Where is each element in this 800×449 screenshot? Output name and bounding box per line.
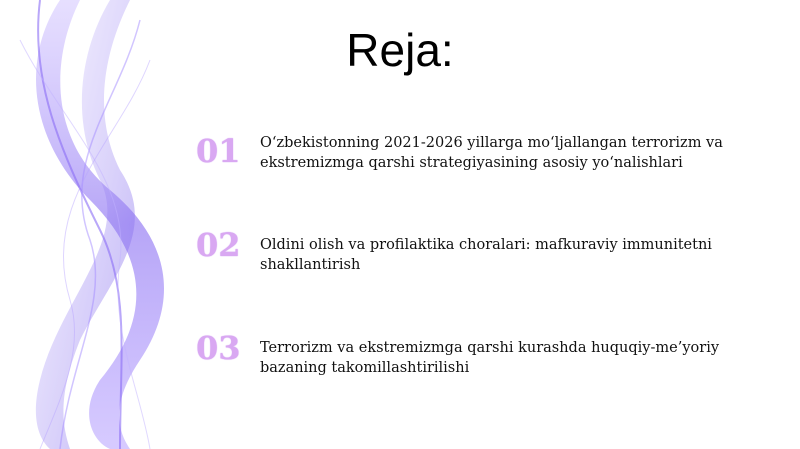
agenda-number: 03 <box>196 329 241 367</box>
agenda-item <box>196 328 756 388</box>
agenda-number: 01 <box>196 132 241 170</box>
agenda-item <box>196 225 756 285</box>
purple-smoke-ribbon-icon <box>0 0 200 449</box>
agenda-text: O‘zbekistonning 2021-2026 yillarga mo‘ljallangan terrorizm va ekstremizmga qarshi strategiyasining asosiy yo‘nalishlari <box>260 135 723 171</box>
agenda-text: Oldini olish va profilaktika choralari: mafkuraviy immunitetni shakllantirish <box>260 237 712 273</box>
agenda-number: 02 <box>196 226 241 264</box>
agenda-item <box>196 131 756 191</box>
agenda-text: Terrorizm va ekstremizmga qarshi kurashda huquqiy-me’yoriy bazaning takomillashtirilishi <box>260 340 720 376</box>
slide-title: Reja: <box>346 24 454 76</box>
